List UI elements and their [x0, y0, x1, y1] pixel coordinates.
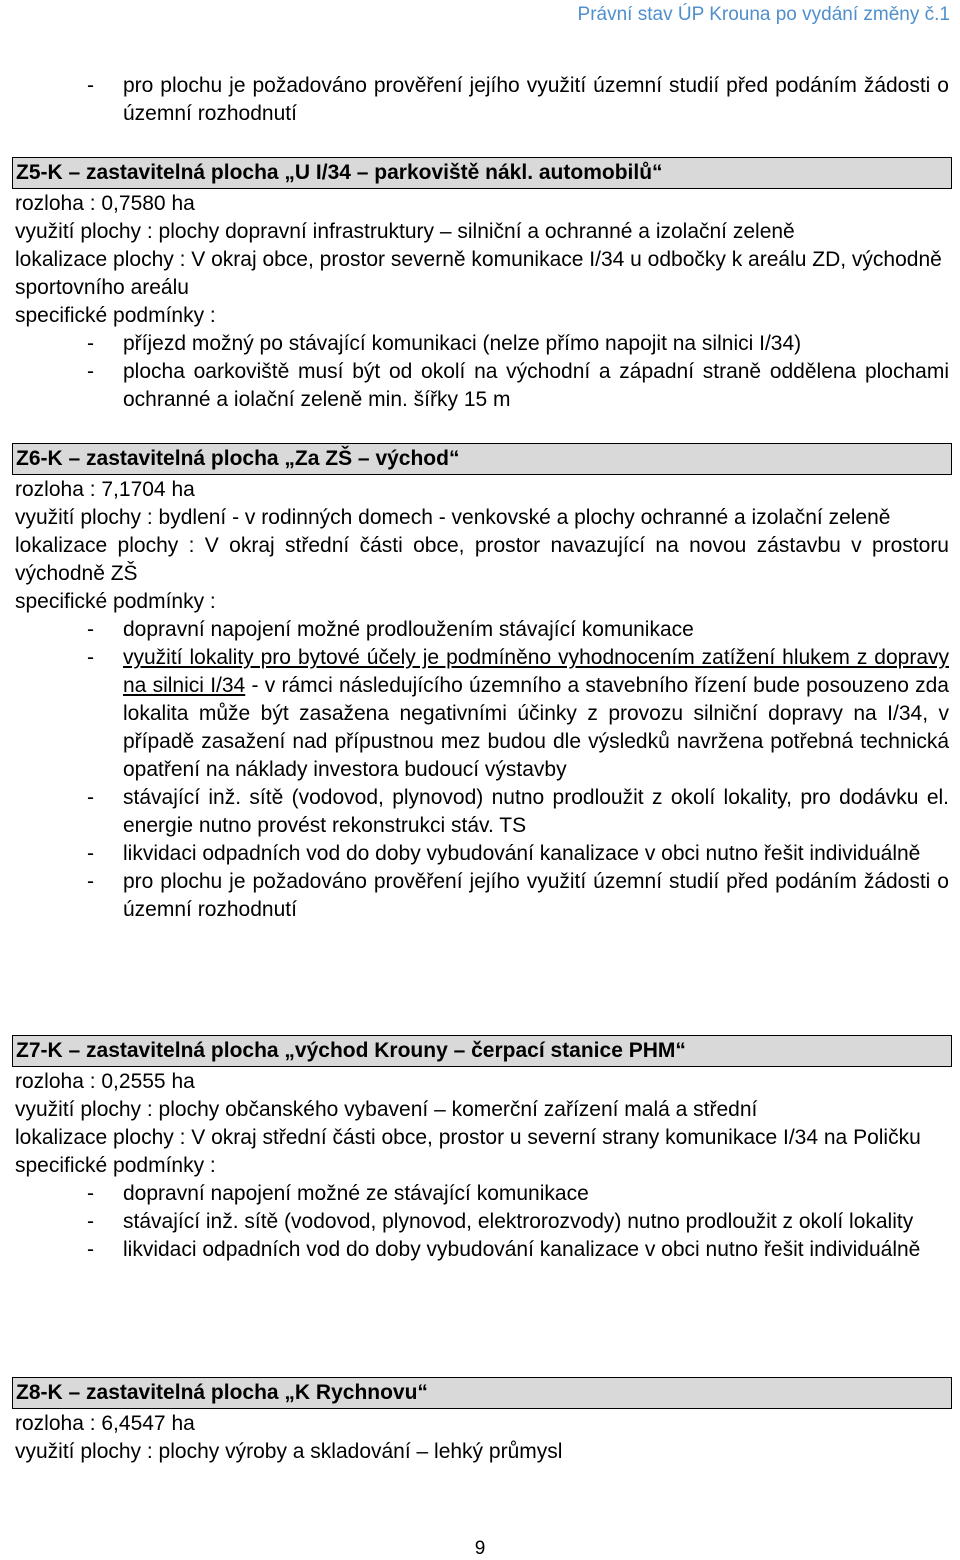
section-z6 [15, 443, 949, 924]
list-item [15, 644, 949, 784]
bullet-text: příjezd možný po stávající komunikaci (nelze přímo napojit na silnici I/34) [123, 332, 802, 355]
bullet-dash: - [87, 1182, 94, 1205]
bullet-dash: - [87, 786, 94, 809]
bullet-text: plocha oarkoviště musí být od okolí na východní a západní straně oddělena plochami ochranné a iolační zeleně min. šířky 15 m [123, 360, 949, 411]
area-line: rozloha : 7,1704 ha [15, 478, 195, 501]
section-title-z5: Z5-K – zastavitelná plocha „U I/34 – parkoviště nákl. automobilů“ [12, 157, 952, 189]
bullet-dash: - [87, 646, 94, 669]
bullet-dash: - [87, 74, 94, 97]
area-line: rozloha : 0,7580 ha [15, 192, 195, 215]
location-line: lokalizace plochy : V okraj střední části obce, prostor u severní strany komunikace I/34 na Poličku [15, 1126, 921, 1149]
area-line: rozloha : 6,4547 ha [15, 1412, 195, 1435]
bullet-dash: - [87, 618, 94, 641]
use-line: využití plochy : plochy občanského vybavení – komerční zařízení malá a střední [15, 1098, 758, 1121]
bullet-text: pro plochu je požadováno prověření jejího využití územní studií před podáním žádosti o územní rozhodnutí [123, 870, 949, 921]
list-item [15, 72, 949, 128]
bullet-text: - v rámci následujícího územního a stavebního řízení bude posouzeno zda lokalita může být zasažena negativními účinky z provozu silniční dopravy na I/34, v případě zasažení nad přípustnou mez budou dle výsledků navržena potřebná technická opatření na náklady investora budoucí výstavby [123, 674, 949, 781]
page-number: 9 [474, 1538, 486, 1559]
location-line: lokalizace plochy : V okraj střední části obce, prostor navazující na novou zástavbu v prostoru východně ZŠ [15, 534, 949, 585]
list-item [15, 1236, 949, 1264]
use-line: využití plochy : plochy dopravní infrastruktury – silniční a ochranné a izolační zeleně [15, 220, 795, 243]
bullet-text: stávající inž. sítě (vodovod, plynovod) nutno prodloužit z okolí lokality, pro dodávku el. energie nutno provést rekonstrukci stáv. TS [123, 786, 949, 837]
conditions-list [15, 1180, 949, 1264]
bullet-dash: - [87, 842, 94, 865]
list-item [15, 1208, 949, 1236]
list-item [15, 616, 949, 644]
bullet-text: pro plochu je požadováno prověření jejího využití územní studií před podáním žádosti o územní rozhodnutí [123, 74, 949, 125]
list-item [15, 358, 949, 414]
bullet-dash: - [87, 1238, 94, 1261]
specific-conditions-label: specifické podmínky : [15, 590, 216, 613]
use-line: využití plochy : plochy výroby a skladování – lehký průmysl [15, 1440, 563, 1463]
conditions-list [15, 330, 949, 414]
conditions-list [15, 616, 949, 924]
bullet-dash: - [87, 332, 94, 355]
section-z8 [15, 1377, 949, 1466]
running-header: Právní stav ÚP Krouna po vydání změny č.1 [577, 4, 950, 25]
bullet-text: stávající inž. sítě (vodovod, plynovod, elektrorozvody) nutno prodloužit z okolí lokality [123, 1210, 914, 1233]
location-line: lokalizace plochy : V okraj obce, prostor severně komunikace I/34 u odbočky k areálu ZD, východně sportovního areálu [15, 248, 942, 299]
intro-bullet-list [15, 72, 949, 128]
bullet-dash: - [87, 870, 94, 893]
section-title-z6: Z6-K – zastavitelná plocha „Za ZŠ – východ“ [12, 443, 952, 475]
section-z7 [15, 1035, 949, 1264]
section-title-z8: Z8-K – zastavitelná plocha „K Rychnovu“ [12, 1377, 952, 1409]
section-title-z7: Z7-K – zastavitelná plocha „východ Krouny – čerpací stanice PHM“ [12, 1035, 952, 1067]
bullet-text: likvidaci odpadních vod do doby vybudování kanalizace v obci nutno řešit individuálně [123, 1238, 921, 1261]
bullet-text: dopravní napojení možné ze stávající komunikace [123, 1182, 589, 1205]
specific-conditions-label: specifické podmínky : [15, 304, 216, 327]
list-item [15, 868, 949, 924]
intro-conditions [15, 72, 949, 128]
list-item [15, 1180, 949, 1208]
bullet-dash: - [87, 1210, 94, 1233]
list-item [15, 330, 949, 358]
list-item [15, 784, 949, 840]
area-line: rozloha : 0,2555 ha [15, 1070, 195, 1093]
bullet-text: likvidaci odpadních vod do doby vybudování kanalizace v obci nutno řešit individuálně [123, 842, 921, 865]
section-z5 [15, 157, 949, 414]
use-line: využití plochy : bydlení - v rodinných domech - venkovské a plochy ochranné a izolační zeleně [15, 506, 891, 529]
bullet-dash: - [87, 360, 94, 383]
specific-conditions-label: specifické podmínky : [15, 1154, 216, 1177]
list-item [15, 840, 949, 868]
underlined-condition: využití lokality pro bytové účely je podmíněno vyhodnocením zatížení hlukem z dopravy na silnici I/34 [123, 646, 949, 697]
bullet-text: dopravní napojení možné prodloužením stávající komunikace [123, 618, 694, 641]
